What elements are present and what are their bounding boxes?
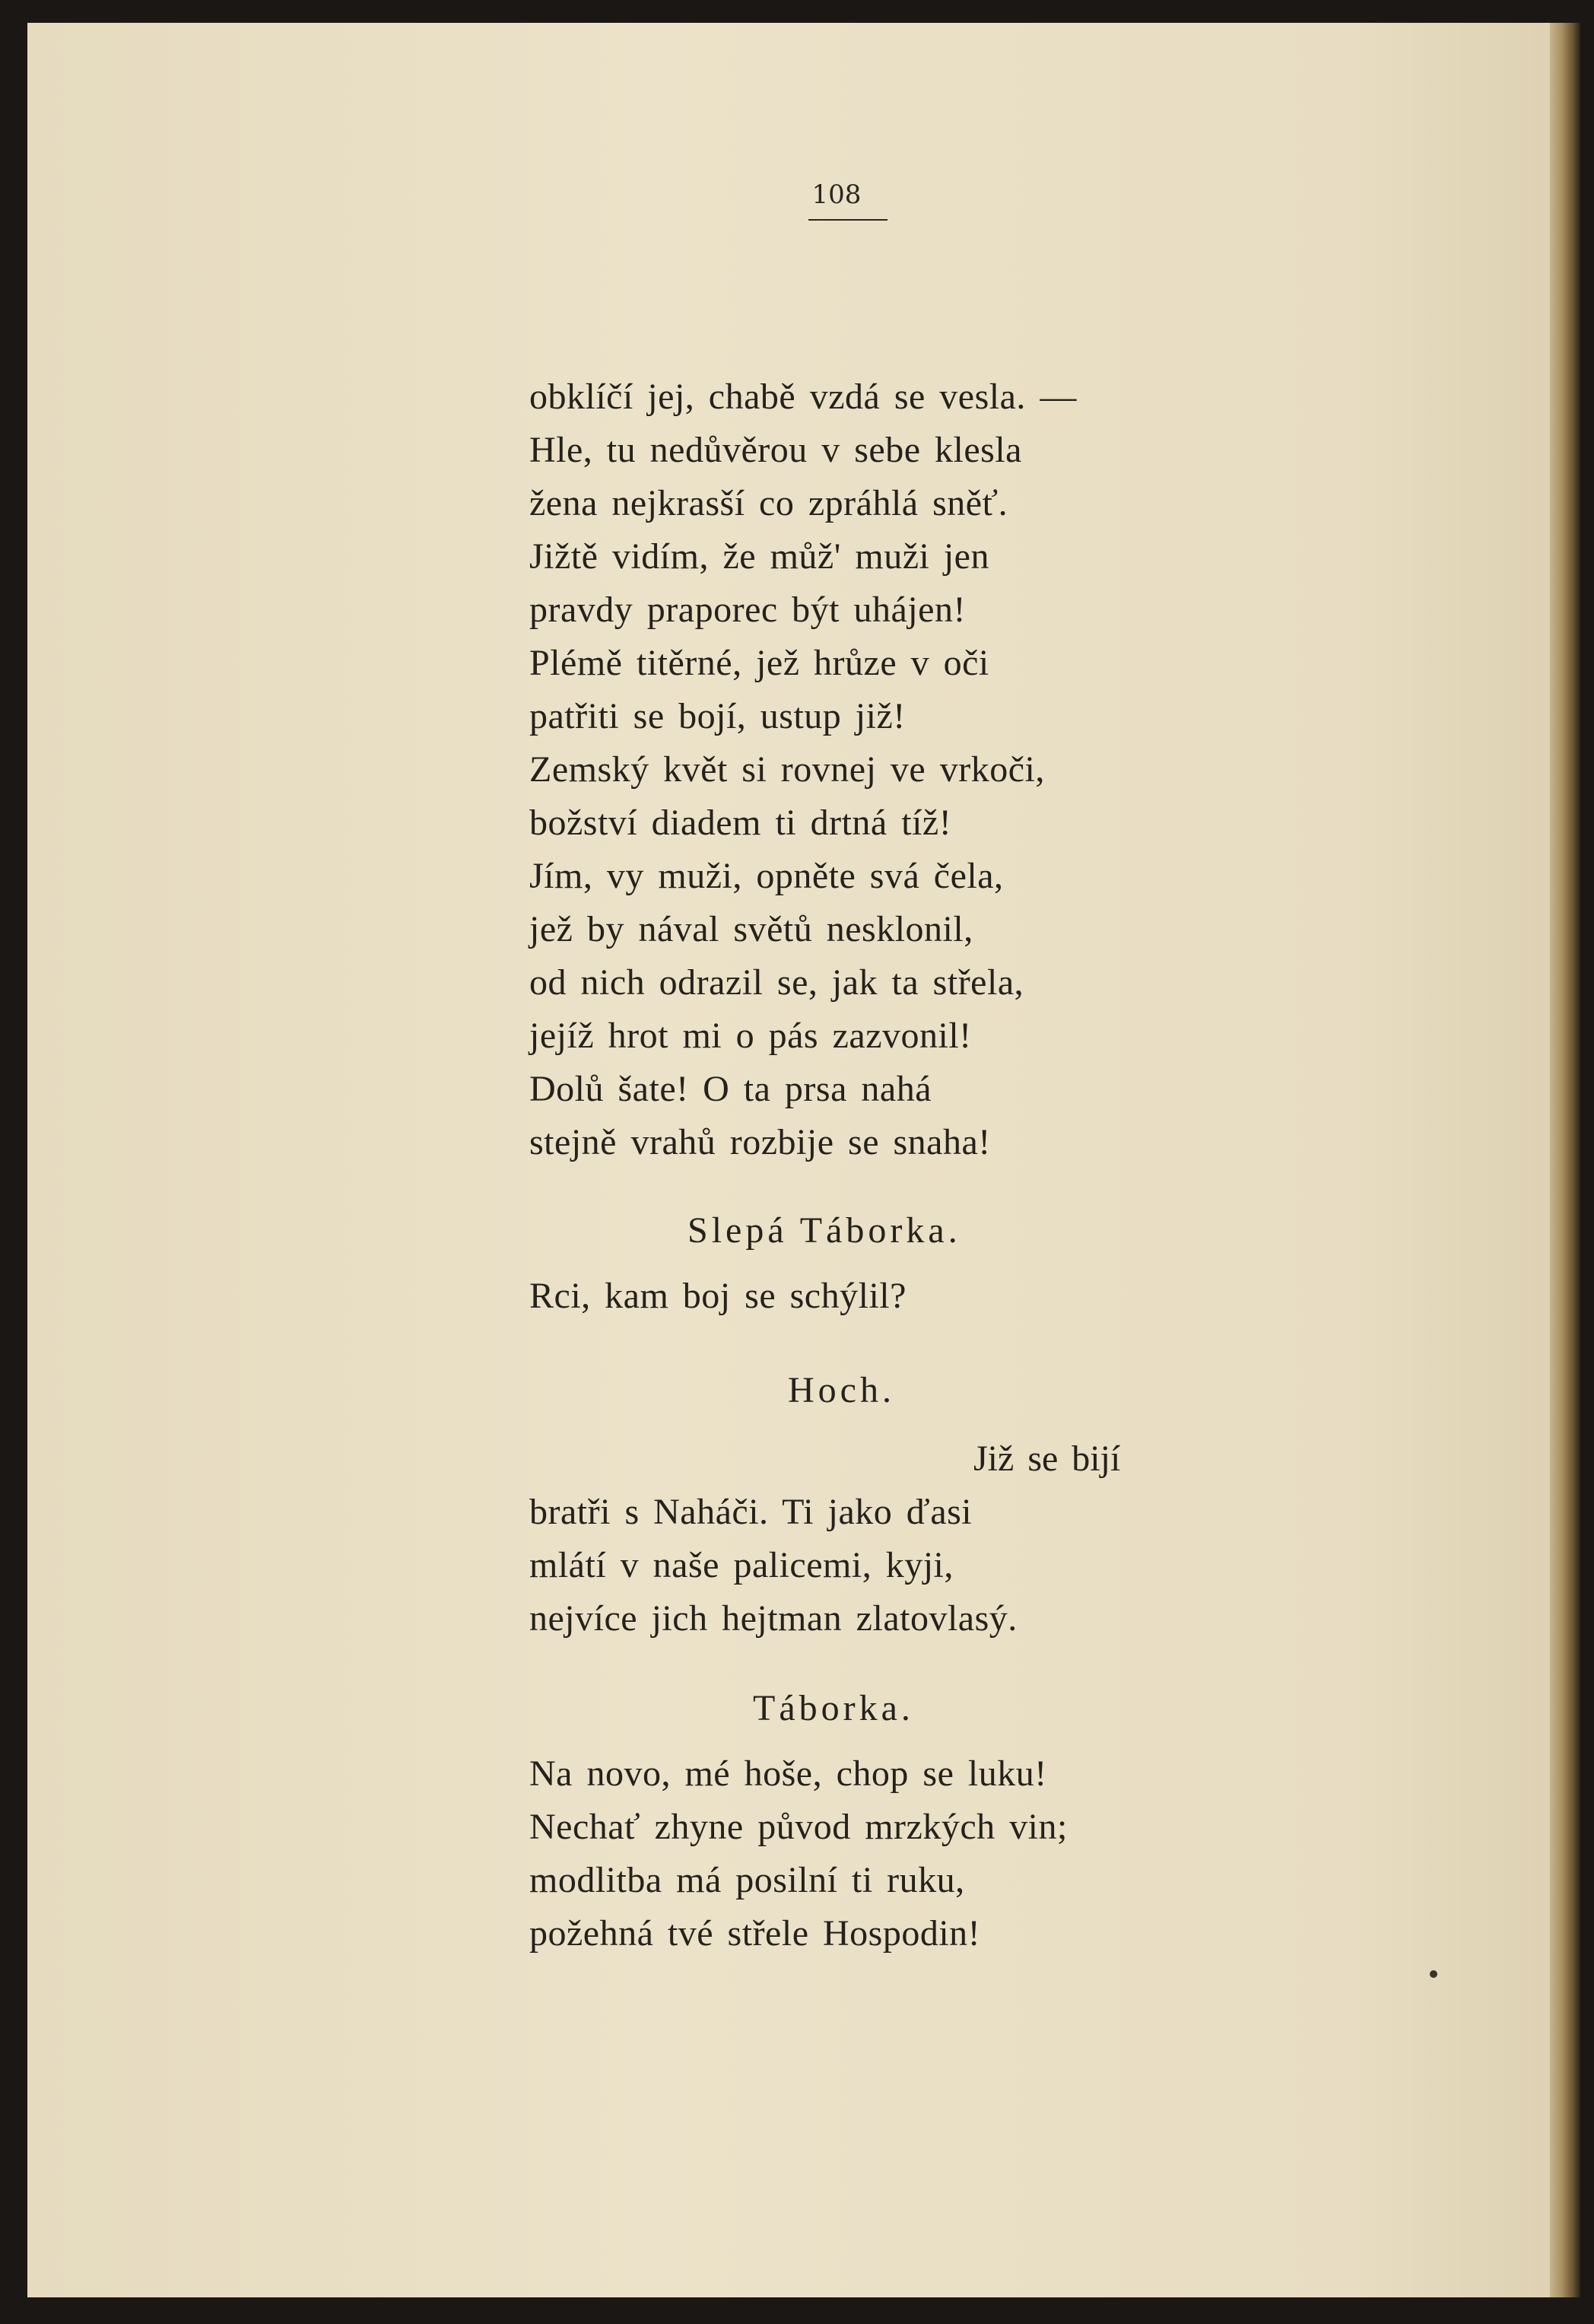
verse-line: jejíž hrot mi o pás zazvonil!: [529, 1016, 972, 1056]
page-number-rule: [808, 219, 887, 221]
verse-line: Již se bijí: [973, 1439, 1121, 1479]
verse-line: požehná tvé střele Hospodin!: [529, 1913, 981, 1954]
verse-line: Rci, kam boj se schýlil?: [529, 1276, 907, 1316]
verse-line: božství diadem ti drtná tíž!: [529, 803, 952, 843]
paper-speck: [1430, 1970, 1437, 1978]
verse-line: bratři s Naháči. Ti jako ďasi: [529, 1492, 973, 1532]
verse-line: Na novo, mé hoše, chop se luku!: [529, 1753, 1047, 1794]
verse-line: stejně vrahů rozbije se snaha!: [529, 1122, 991, 1162]
book-spine-shadow: [1550, 23, 1580, 2297]
verse-line: mlátí v naše palicemi, kyji,: [529, 1545, 954, 1585]
verse-line: obklíčí jej, chabě vzdá se vesla. —: [529, 377, 1077, 417]
page-number: 108: [811, 180, 862, 210]
verse-line: pravdy praporec být uhájen!: [529, 590, 966, 630]
verse-line: modlitba má posilní ti ruku,: [529, 1860, 965, 1900]
verse-line: patřiti se bojí, ustup již!: [529, 696, 906, 736]
verse-line: žena nejkrasší co zpráhlá sněť.: [529, 483, 1008, 523]
verse-line: Jím, vy muži, opněte svá čela,: [529, 856, 1004, 896]
verse-line: Zemský květ si rovnej ve vrkoči,: [529, 749, 1045, 790]
verse-line: Jižtě vidím, že můž' muži jen: [529, 536, 989, 577]
verse-line: nejvíce jich hejtman zlatovlasý.: [529, 1598, 1018, 1639]
verse-line: jež by nával světů nesklonil,: [529, 909, 973, 949]
verse-line: Plémě titěrné, jež hrůze v oči: [529, 643, 989, 683]
speaker-heading: Táborka.: [753, 1688, 914, 1728]
speaker-heading: Slepá Táborka.: [687, 1210, 961, 1251]
verse-line: od nich odrazil se, jak ta střela,: [529, 962, 1024, 1003]
verse-line: Nechať zhyne původ mrzkých vin;: [529, 1807, 1068, 1847]
speaker-heading: Hoch.: [788, 1370, 895, 1410]
verse-line: Dolů šate! O ta prsa nahá: [529, 1069, 932, 1109]
verse-line: Hle, tu nedůvěrou v sebe klesla: [529, 430, 1022, 470]
